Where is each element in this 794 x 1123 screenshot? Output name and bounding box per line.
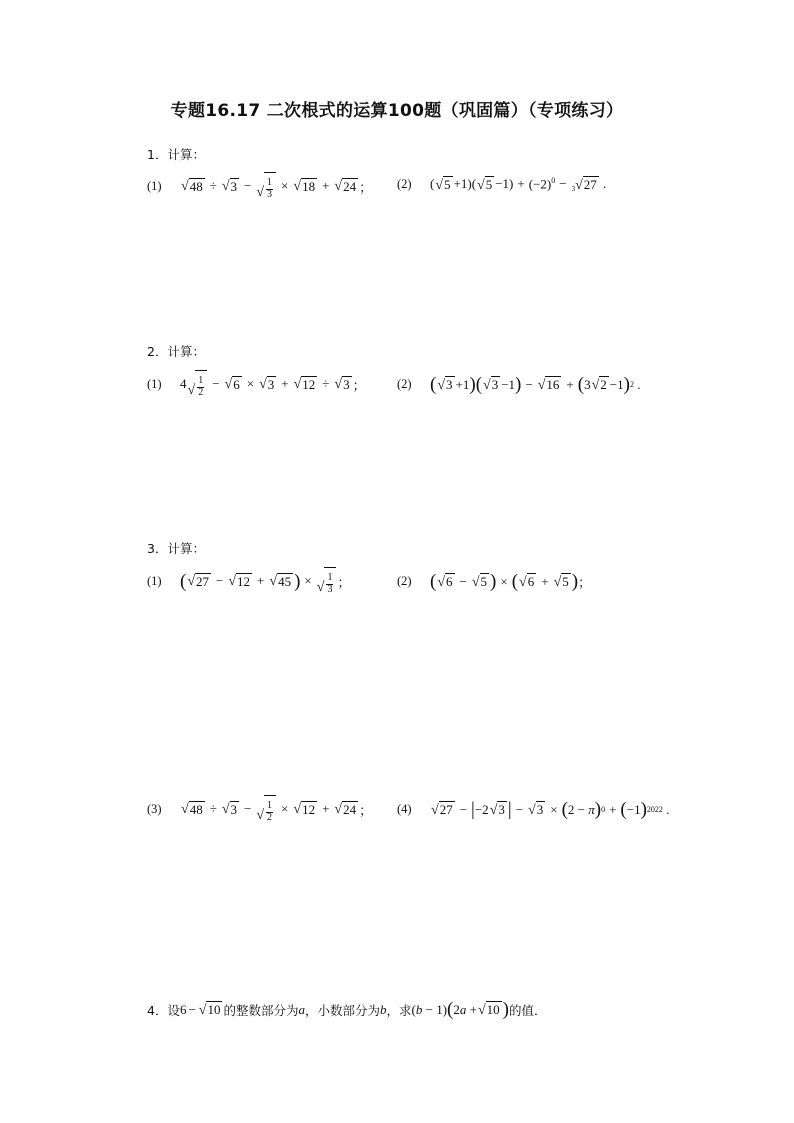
question-1-number: 1．计算： [147, 147, 205, 162]
q1-part-1-expression: √ 48 ÷ √ 3 − √ $\frac{1}{3}$ × √ 18 + √ 24 ； [180, 172, 372, 200]
q3-part-1-label: (1) [147, 573, 162, 588]
q3-part-3-label: (3) [147, 801, 162, 816]
q3-part-1 [147, 567, 350, 595]
q4-expression-target: ( b − 1) ( 2a + √ 10 ) [411, 999, 509, 1020]
q2-part-1-label: (1) [147, 376, 162, 391]
q4-var-b: b [380, 1001, 387, 1017]
q4-var-a: a [298, 1001, 305, 1017]
q3-part-3 [147, 795, 372, 823]
question-3-number: 3．计算： [147, 541, 205, 556]
q3-part-2-expression: ( √ 6 − √ 5 ) × ( √ 6 + √ 5 ) ； [430, 571, 592, 592]
q2-part-2-expression: ( √ 3 +1 ) ( √ 3 −1 ) − √ 16 + ( 3 √ 2 −1 ) 2 . [430, 374, 641, 395]
q1-part-1 [147, 172, 372, 200]
q1-part-2 [397, 176, 606, 193]
question-4 [147, 1000, 547, 1019]
q3-part-3-expression: √ 48 ÷ √ 3 − √ $\frac{1}{2}$ × √ 12 + √ 24 ； [180, 795, 372, 823]
q2-part-1-expression: 4 √ $\frac{1}{2}$ − √ 6 × √ 3 + √ 12 ÷ √ 3 ； [180, 370, 366, 398]
q4-text-d: 的值． [508, 1002, 547, 1018]
q2-part-2-label: (2) [397, 377, 412, 391]
page-title: 专题16.17 二次根式的运算100题（巩固篇）（专项练习） [170, 101, 624, 121]
question-2-number: 2．计算： [147, 344, 205, 359]
q2-part-2 [397, 375, 640, 394]
question-4-number: 4．设 [147, 1002, 180, 1018]
q3-part-4-label: (4) [397, 802, 412, 816]
q1-part-1-label: (1) [147, 178, 162, 193]
q3-part-4-expression: √ 27 − | −2 √ 3 | − √ 3 × ( 2 − π ) 0 + ( −1 ) 2022 . [431, 799, 670, 820]
q1-part-2-label: (2) [397, 176, 412, 191]
q4-text-a: 的整数部分为 [223, 1002, 299, 1018]
q3-part-2 [397, 572, 591, 591]
q1-part-2-expression: ( √ 5 +1)( √ 5 −1) + $(-2)^0$ − 3 √ 27 . [430, 176, 607, 193]
q4-text-b: ，小数部分为 [305, 1002, 381, 1018]
q4-expression-6-minus-sqrt10: 6 − √ 10 [179, 1001, 221, 1018]
q3-part-1-expression: ( √ 27 − √ 12 + √ 45 ) × √ $\frac{1}{3}$ ； [180, 567, 350, 595]
q3-part-4 [397, 800, 669, 819]
q3-part-2-label: (2) [397, 574, 412, 588]
q2-part-1 [147, 370, 366, 398]
q4-text-c: ，求 [386, 1002, 412, 1018]
